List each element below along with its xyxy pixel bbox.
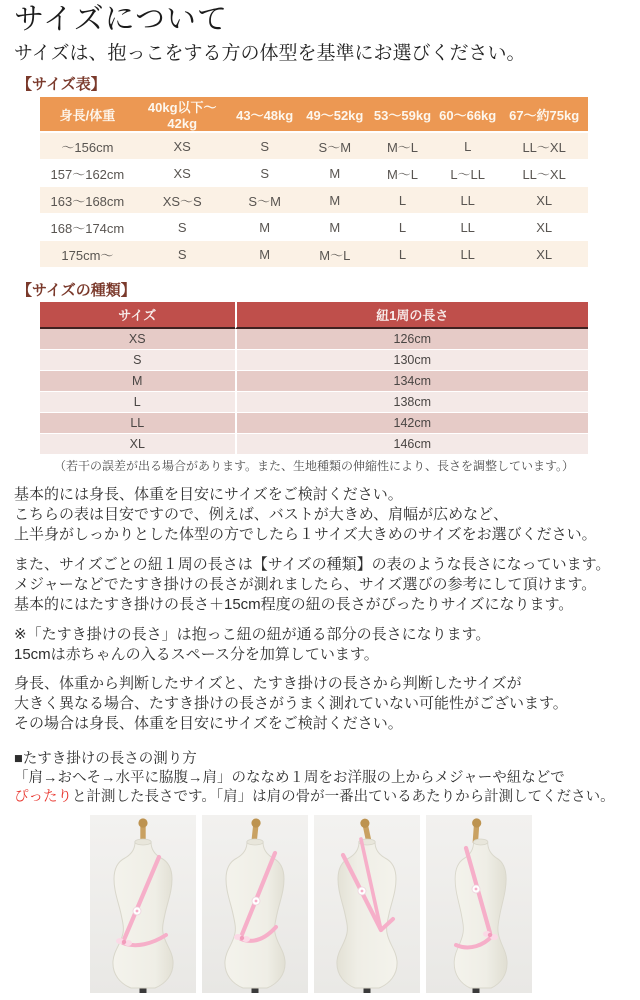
mannequin-illustration	[314, 815, 420, 993]
table-cell: XL	[500, 187, 588, 214]
table-cell: S～M	[230, 187, 300, 214]
column-header: 40kg以下～42kg	[135, 97, 230, 133]
table-cell: XS	[135, 160, 230, 187]
table-row	[40, 329, 588, 350]
table-cell: LL	[435, 187, 500, 214]
measuring-section	[14, 750, 615, 808]
table-cell: 142cm	[235, 413, 588, 434]
table-cell: XL	[500, 214, 588, 241]
table-cell: 175cm～	[40, 241, 135, 268]
paragraph-line: 15cmは赤ちゃんの入るスペース分を加算しています。	[14, 645, 379, 663]
table-cell: 126cm	[235, 329, 588, 350]
column-header: サイズ	[40, 302, 235, 329]
paragraph-line: ※「たすき掛けの長さ」は抱っこ紐の紐が通る部分の長さになります。	[14, 626, 491, 643]
table-row	[40, 413, 588, 434]
table-row	[40, 434, 588, 455]
paragraph-tasuki-note	[14, 625, 490, 665]
table-cell: LL	[40, 413, 235, 434]
table-cell: M	[300, 214, 370, 241]
table-cell: L	[370, 214, 435, 241]
table-cell: L	[435, 133, 500, 160]
table-cell: M～L	[300, 241, 370, 268]
measuring-line: 「肩→おへそ→水平に脇腹→肩」のななめ１周をお洋服の上からメジャーや紐などで	[14, 770, 565, 787]
measuring-line-rest: と計測した長さです。「肩」は肩の骨が一番出ているあたりから計測してください。	[72, 789, 615, 806]
table-cell: L	[40, 392, 235, 413]
table-row	[40, 160, 588, 187]
table-cell: S	[40, 350, 235, 371]
table-cell: L	[370, 187, 435, 214]
mannequin-photo-front-angled	[202, 815, 308, 993]
table-cell: XL	[40, 434, 235, 455]
table-cell: S	[135, 241, 230, 268]
paragraph-line: また、サイズごとの紐１周の長さは【サイズの種類】の表のような長さになっています。	[14, 556, 611, 573]
table-cell: XS	[40, 329, 235, 350]
table-cell: 134cm	[235, 371, 588, 392]
size-table-header-row	[40, 97, 588, 133]
size-table-heading: 【サイズ表】	[17, 76, 106, 93]
table-cell: 168～174cm	[40, 214, 135, 241]
paragraph-basic-guideline	[14, 485, 597, 544]
page-title: サイズについて	[14, 3, 228, 36]
paragraph-line: 基本的には身長、体重を目安にサイズをご検討ください。	[14, 486, 403, 503]
table-cell: LL～XL	[500, 160, 588, 187]
paragraph-line: 基本的にはたすき掛けの長さ＋15cm程度の紐の長さがぴったりサイズになります。	[14, 595, 574, 613]
mannequin-illustration	[426, 815, 532, 993]
table-row	[40, 392, 588, 413]
table-cell: LL	[435, 214, 500, 241]
mannequin-photo-side	[426, 815, 532, 993]
measuring-line	[14, 788, 615, 807]
table-cell: M	[230, 214, 300, 241]
table-cell: M～L	[370, 160, 435, 187]
size-types-header-row	[40, 302, 588, 329]
table-row	[40, 214, 588, 241]
mannequin-illustration	[202, 815, 308, 993]
table-cell: ～156cm	[40, 133, 135, 160]
table-cell: LL～XL	[500, 133, 588, 160]
table-cell: 163～168cm	[40, 187, 135, 214]
paragraph-line: こちらの表は目安ですので、例えば、バストが大きめ、肩幅が広めなど、	[14, 505, 509, 523]
table-cell: 130cm	[235, 350, 588, 371]
mannequin-photo-strip	[90, 815, 538, 993]
page-subtitle: サイズは、抱っこをする方の体型を基準にお選びください。	[14, 43, 526, 64]
table-cell: S	[230, 133, 300, 160]
paragraph-line: 身長、体重から判断したサイズと、たすき掛けの長さから判断したサイズが	[14, 675, 522, 692]
column-header: 60～66kg	[435, 97, 500, 133]
column-header: 身長/体重	[40, 97, 135, 133]
table-row	[40, 371, 588, 392]
mannequin-photo-front	[90, 815, 196, 993]
mannequin-illustration	[90, 815, 196, 993]
paragraph-size-mismatch	[14, 674, 568, 733]
table-cell: XS	[135, 133, 230, 160]
table-row	[40, 187, 588, 214]
table-row	[40, 350, 588, 371]
table-cell: XL	[500, 241, 588, 268]
table-cell: 157～162cm	[40, 160, 135, 187]
column-header: 53～59kg	[370, 97, 435, 133]
paragraph-line: 上半身がしっかりとした体型の方でしたら１サイズ大きめのサイズをお選びください。	[14, 525, 597, 543]
table-cell: L	[370, 241, 435, 268]
table-cell: M	[300, 160, 370, 187]
mannequin-photo-back	[314, 815, 420, 993]
table-cell: XS～S	[135, 187, 230, 214]
table-cell: LL	[435, 241, 500, 268]
table-cell: S	[135, 214, 230, 241]
table-cell: M	[300, 187, 370, 214]
paragraph-line: 大きく異なる場合、たすき掛けの長さがうまく測れていない可能性がございます。	[14, 694, 568, 712]
measuring-heading: ■たすき掛けの長さの測り方	[14, 751, 197, 767]
table-row	[40, 241, 588, 268]
table-cell: L～LL	[435, 160, 500, 187]
column-header: 49～52kg	[300, 97, 370, 133]
table-cell: S	[230, 160, 300, 187]
size-types-note: （若干の誤差が出る場合があります。また、生地種類の伸縮性により、長さを調整しています。）	[53, 459, 575, 473]
paragraph-strap-length	[14, 555, 610, 614]
column-header: 43～48kg	[230, 97, 300, 133]
paragraph-line: メジャーなどでたすき掛けの長さが測れましたら、サイズ選びの参考にして頂けます。	[14, 575, 597, 593]
table-cell: 138cm	[235, 392, 588, 413]
paragraph-line: その場合は身長、体重を目安にサイズをご検討ください。	[14, 714, 403, 732]
table-cell: M	[230, 241, 300, 268]
table-cell: 146cm	[235, 434, 588, 455]
table-row	[40, 133, 588, 160]
size-types-heading: 【サイズの種類】	[17, 282, 136, 299]
table-cell: M	[40, 371, 235, 392]
size-weight-table	[40, 97, 588, 268]
measuring-red-emphasis: ぴったり	[14, 789, 72, 806]
table-cell: M～L	[370, 133, 435, 160]
size-types-table	[40, 302, 588, 455]
column-header: 紐1周の長さ	[235, 302, 588, 329]
table-cell: S～M	[300, 133, 370, 160]
column-header: 67～約75kg	[500, 97, 588, 133]
